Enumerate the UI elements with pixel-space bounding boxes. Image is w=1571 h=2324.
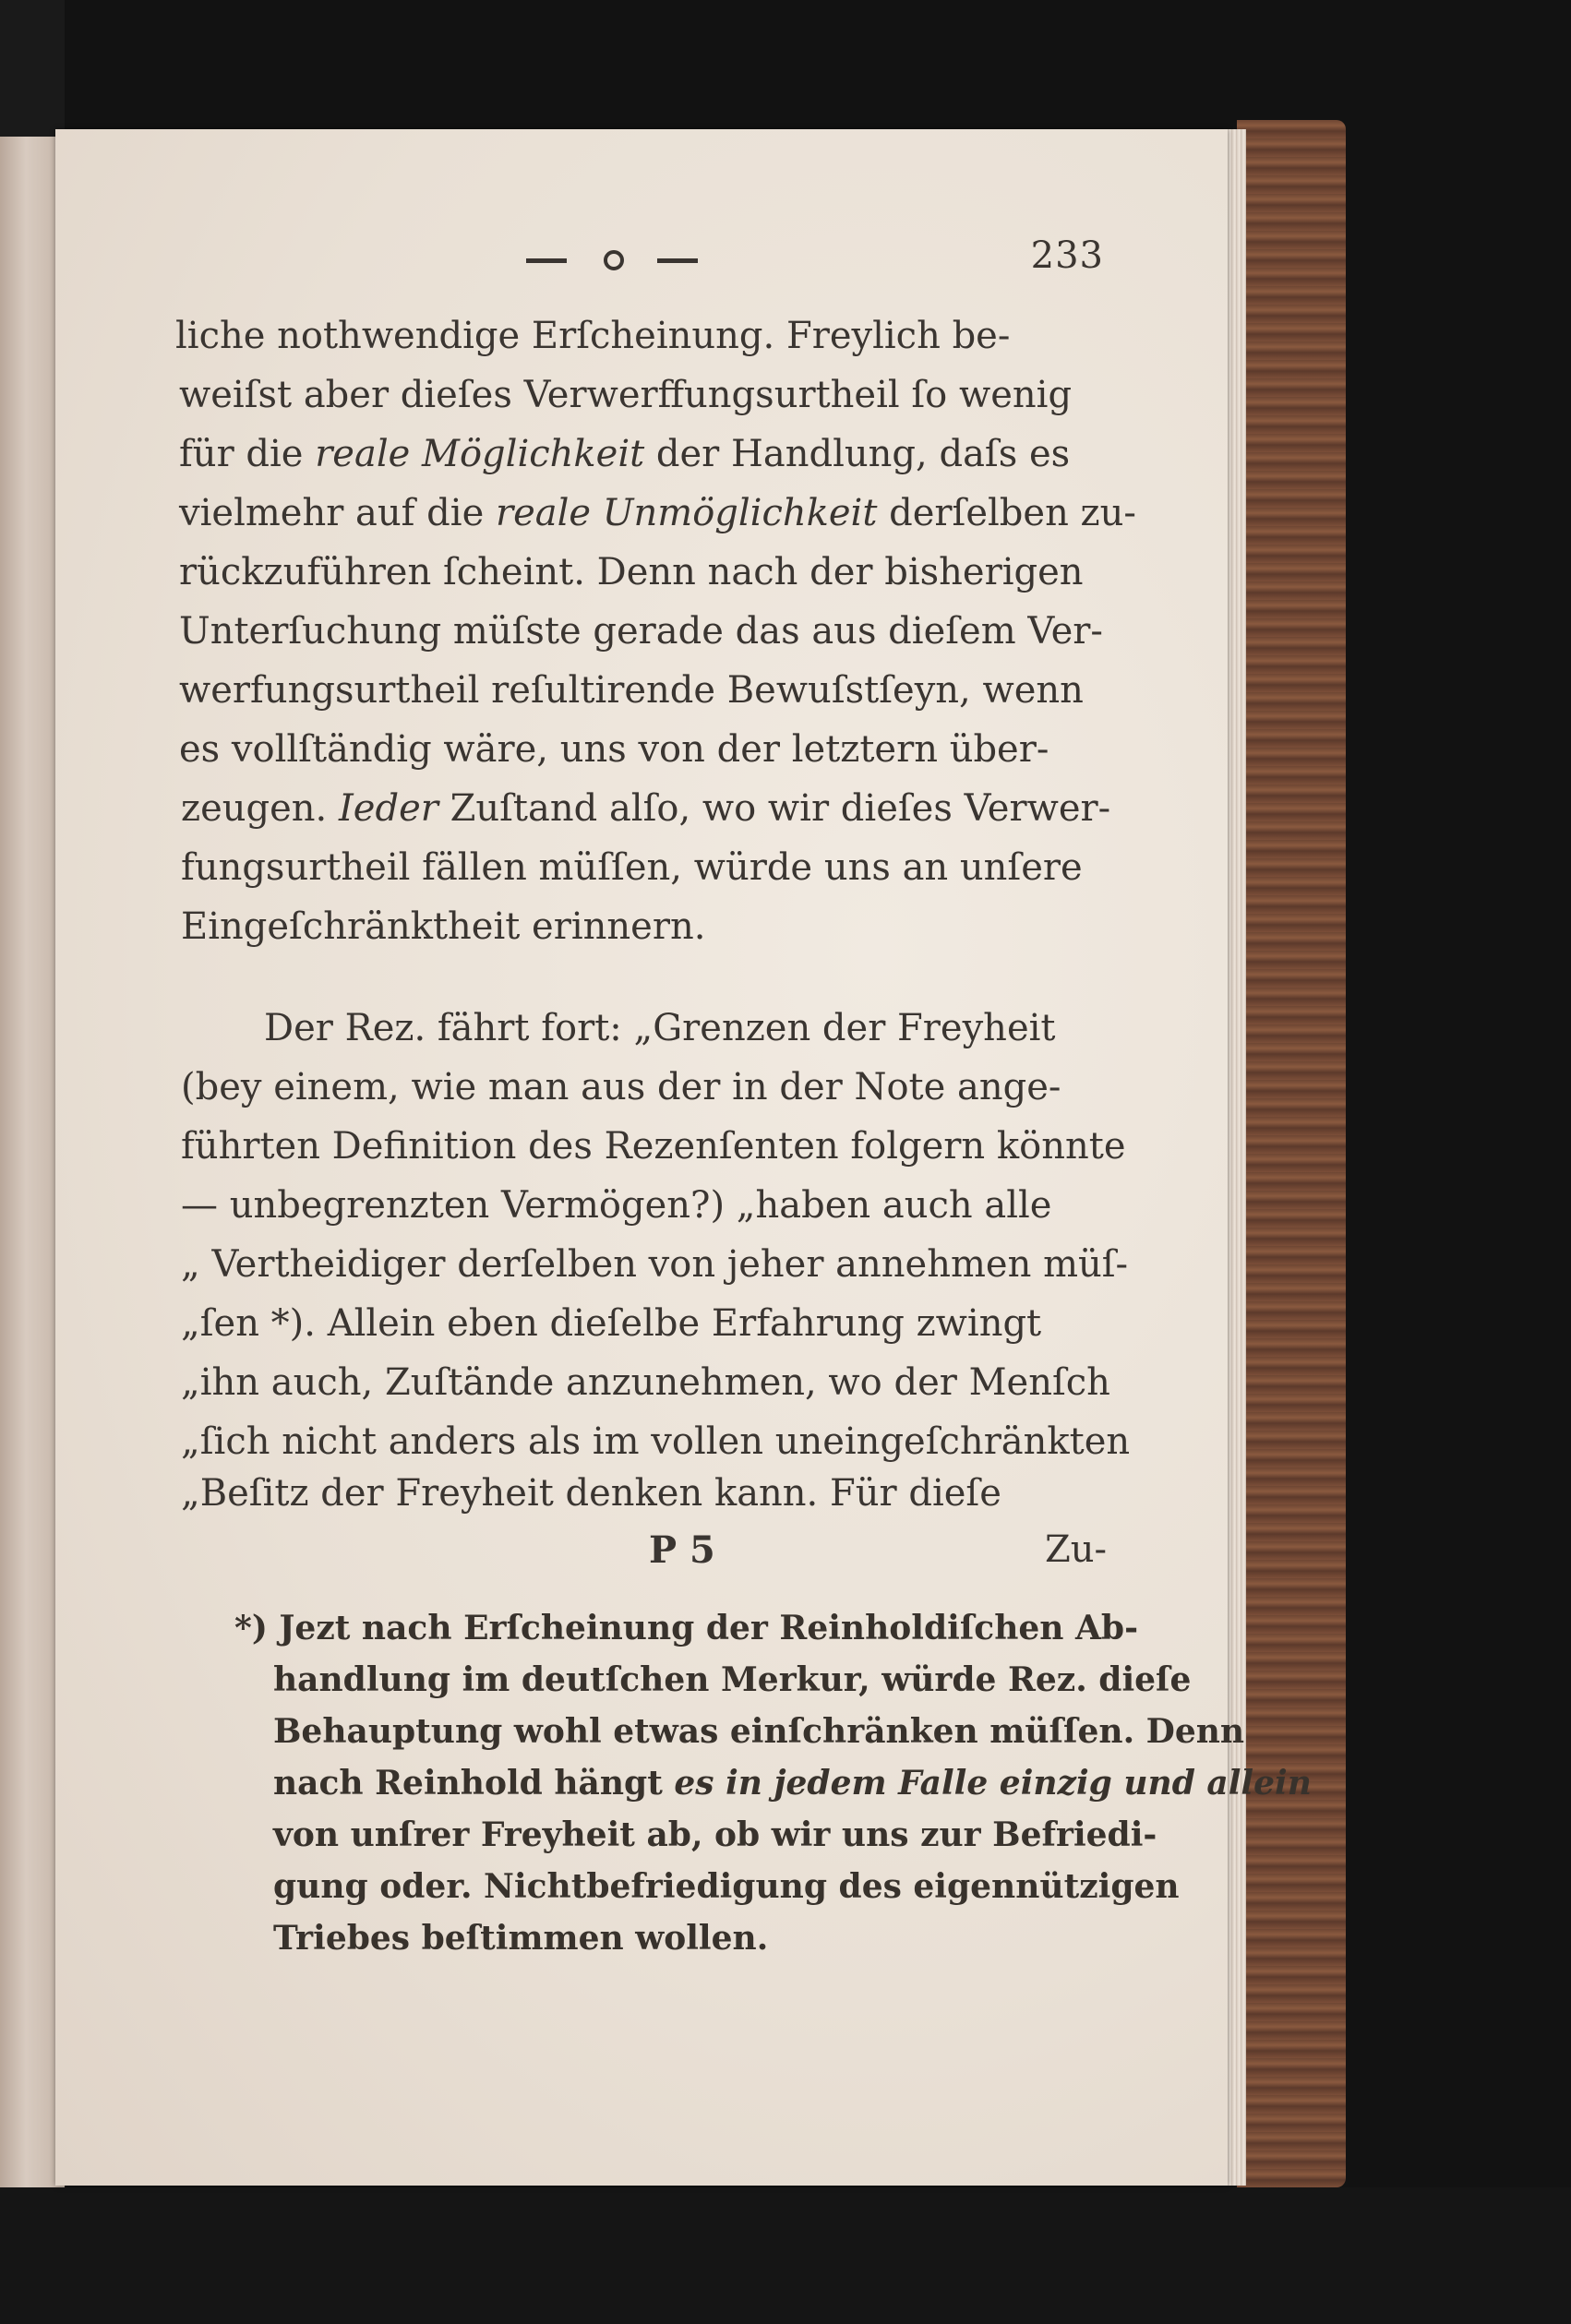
signature-mark: P 5 [649,1528,715,1572]
emphasis-text: es in jedem Falle einzig und allein [674,1764,1312,1803]
text-line: „ Vertheidiger derſelben von jeher annehmen müſ- [181,1243,1129,1286]
text-line: „ihn auch, Zuſtände anzunehmen, wo der Menſch [181,1361,1110,1404]
page-number: 233 [1030,234,1104,277]
text-span: derſelben zu- [877,492,1136,534]
text-span: nach Reinhold hängt [273,1764,675,1803]
emphasis-text: reale Möglichkeit [315,433,645,475]
footnote-line: *) Jezt nach Erſcheinung der Reinholdiſchen Ab- [234,1609,1139,1647]
ornament-dash-right [657,258,698,263]
ornament-dash-left [526,258,567,263]
text-line: liche nothwendige Erſcheinung. Freylich be- [175,315,1011,357]
text-line: „ſen *). Allein eben dieſelbe Erfahrung zwingt [181,1302,1042,1345]
text-line: — unbegrenzten Vermögen?) „haben auch alle [181,1184,1052,1227]
text-line [179,433,1071,475]
text-line: weiſst aber dieſes Verwerffungsurtheil ſo wenig [179,374,1073,416]
text-span: Zuſtand alſo, wo wir dieſes Verwer- [438,787,1111,830]
text-line: werfungsurtheil reſultirende Bewuſstſeyn, wenn [179,669,1084,712]
footnote-line: handlung im deutſchen Merkur, würde Rez. dieſe [273,1660,1192,1699]
text-span: für die [179,433,316,475]
catchword: Zu- [1045,1528,1108,1571]
footnote-line: gung oder. Nichtbefriedigung des eigennützigen [273,1867,1180,1906]
footnote-line [273,1764,1312,1803]
text-line: „ſich nicht anders als im vollen uneingeſchränkten [181,1420,1131,1463]
text-line: fungsurtheil fällen müſſen, würde uns an unſere [181,846,1083,889]
emphasis-text: reale Unmöglichkeit [495,492,878,534]
footnote-line: Triebes beſtimmen wollen. [273,1919,769,1958]
book-cover-edge [1237,120,1346,2187]
text-line: rückzuführen ſcheint. Denn nach der bisherigen [179,551,1084,593]
dark-background-bottom [0,2187,1571,2324]
text-span: vielmehr auf die [179,492,496,534]
footnote-line: Behauptung wohl etwas einſchränken müſſen. Denn [273,1712,1245,1751]
emphasis-text: Ieder [338,787,438,830]
footnote-line: von unſrer Freyheit ab, ob wir uns zur Befriedi- [273,1815,1157,1854]
text-span: der Handlung, daſs es [644,433,1071,475]
text-line: Unterſuchung müſste gerade das aus dieſem Ver- [179,610,1103,653]
text-line: „Beſitz der Freyheit denken kann. Für dieſe [181,1472,1001,1515]
text-line: Der Rez. fährt fort: „Grenzen der Freyheit [264,1007,1056,1049]
ornament-circle [606,252,622,269]
text-span: zeugen. [181,787,339,830]
text-line: es vollſtändig wäre, uns von der letztern über- [179,728,1049,771]
text-line [179,492,1136,534]
text-line: (bey einem, wie man aus der in der Note ange- [181,1066,1061,1108]
header-ornament [526,242,702,279]
text-line: Eingeſchränktheit erinnern. [181,905,706,948]
text-line [181,787,1111,830]
text-line: führten Definition des Rezenſenten folgern könnte [181,1125,1126,1168]
